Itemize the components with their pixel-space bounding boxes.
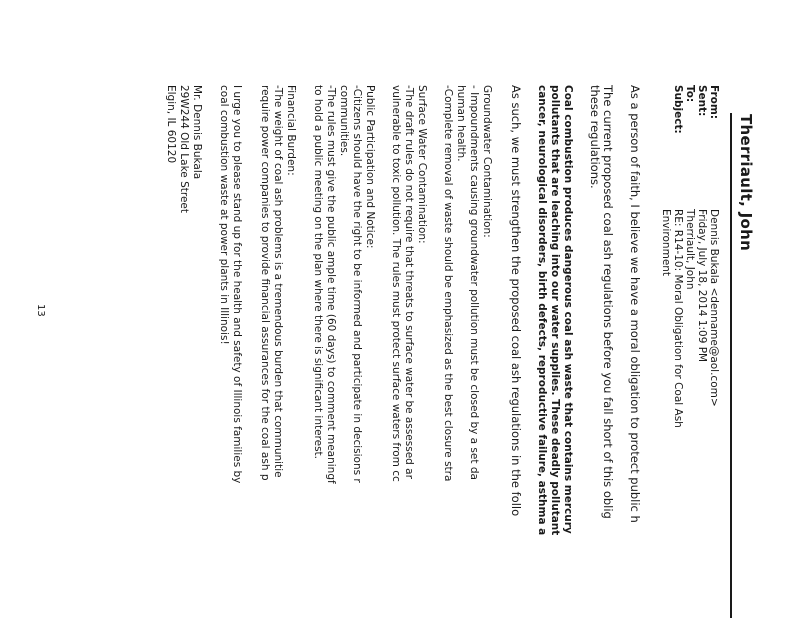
public-participation-line-2: communities.	[338, 85, 350, 157]
subject-label: Subject:	[672, 85, 684, 134]
from-value: Dennis Bukala <denname@aol.com>	[708, 209, 720, 407]
sent-value: Friday, July 18, 2014 1:09 PM	[696, 209, 708, 363]
paragraph-3-line-3: cancer, neurological disorders, birth defects, reproductive failure, asthma a	[536, 85, 548, 536]
paragraph-4: As such, we must strengthen the proposed coal ash regulations in the follo	[509, 85, 523, 517]
public-participation-line-3: -The rules must give the public ample time (60 days) to comment meaningf	[325, 85, 337, 484]
surface-water-line-1: -The draft rules do not require that threats to surface water be assessed ar	[403, 85, 415, 479]
groundwater-line-3: -Complete removal of waste should be emphasized as the best closure stra	[442, 85, 454, 482]
paragraph-3-line-2: pollutants that are leaching into our water supplies. These deadly pollutant	[549, 85, 561, 536]
intro-paragraph: As a person of faith, I believe we have a moral obligation to protect public h	[628, 85, 642, 523]
financial-burden-line-2: require power companies to provide financial assurances for the coal ash p	[259, 85, 271, 481]
groundwater-heading: Groundwater Contamination:	[481, 85, 493, 238]
to-label: To:	[684, 85, 696, 103]
page-number: 13	[35, 304, 46, 317]
public-participation-line-1: -Citizens should have the right to be informed and participate in decisions r	[351, 85, 363, 483]
paragraph-3-line-1: Coal combustion produces dangerous coal ash waste that contains mercury	[562, 85, 574, 534]
closing-line-1: I urge you to please stand up for the health and safety of Illinois families by	[231, 85, 243, 484]
subject-value-continued: Environment	[660, 209, 672, 277]
from-label: From:	[708, 85, 720, 120]
financial-burden-heading: Financial Burden:	[285, 85, 297, 176]
surface-water-heading: Surface Water Contamination:	[416, 85, 428, 244]
to-value: Therriault, John	[684, 209, 696, 290]
signature-name: Mr. Dennis Bukala	[191, 85, 203, 180]
public-participation-line-4: to hold a public meeting on the plan where there is significant interest.	[312, 85, 324, 460]
groundwater-line-1: - Impoundments causing groundwater pollution must be closed by a set da	[468, 85, 480, 480]
signature-city: Elgin, IL 60120	[165, 85, 177, 164]
paragraph-2-line-1: The current proposed coal ash regulations before you fall short of this oblig	[601, 85, 615, 519]
subject-value: RE: R14-10: Moral Obligation for Coal Ash	[672, 209, 684, 428]
closing-line-2: coal combustion waste at power plants in Illinois!	[218, 85, 230, 345]
groundwater-line-2: human health.	[455, 85, 467, 162]
title-rule	[730, 113, 732, 618]
signature-street: 29W244 Old Lake Street	[178, 85, 190, 213]
public-participation-heading: Public Participation and Notice:	[364, 85, 376, 249]
financial-burden-line-1: -The weight of coal ash problems is a tremendous burden that communitie	[272, 85, 284, 478]
page-title: Therriault, John	[737, 114, 755, 252]
sent-label: Sent:	[696, 85, 708, 117]
paragraph-2-line-2: these regulations.	[588, 85, 602, 189]
surface-water-line-2: vulnerable to toxic pollution. The rules must protect surface waters from cc	[390, 85, 402, 482]
